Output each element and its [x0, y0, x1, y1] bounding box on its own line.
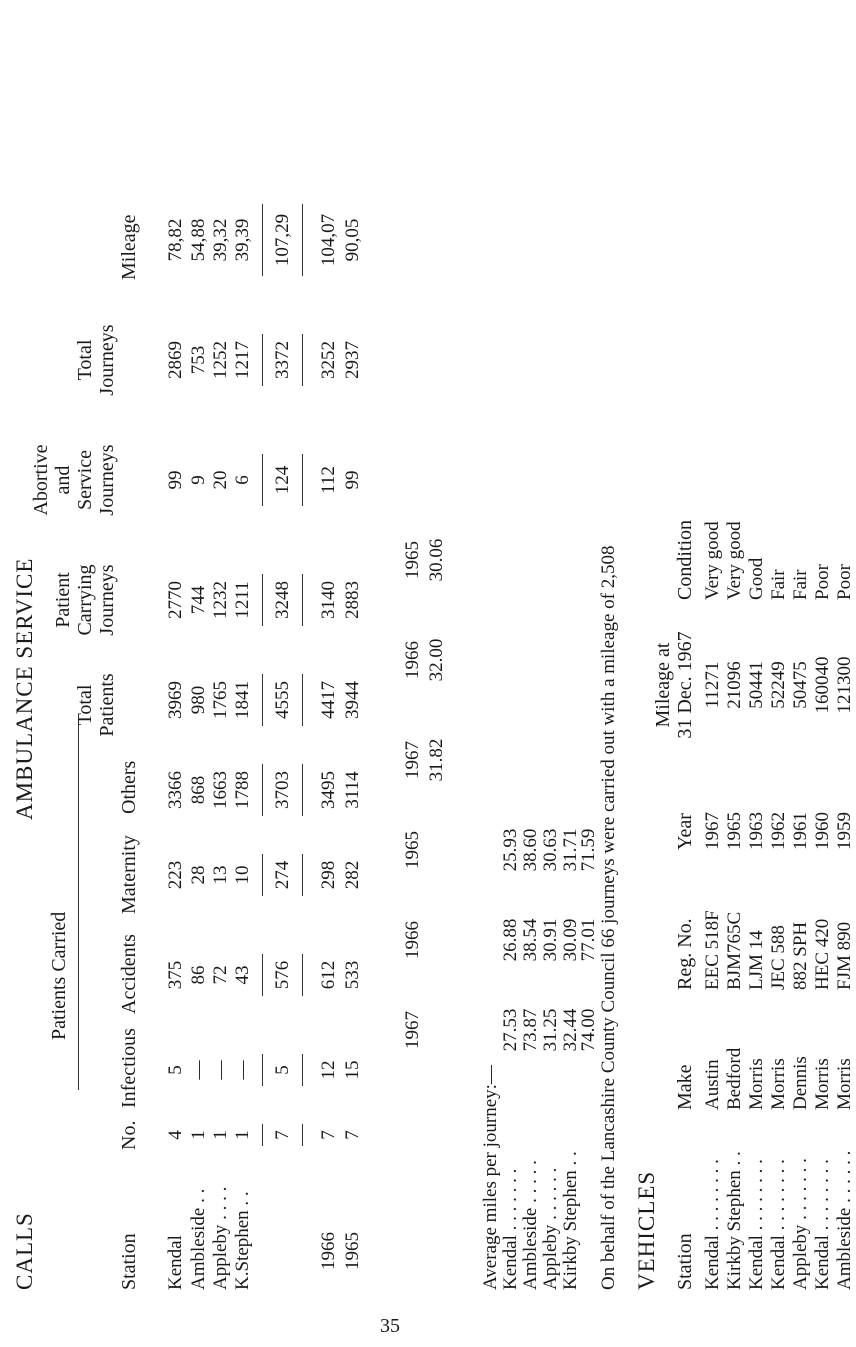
others-cell: 1663 — [210, 771, 231, 809]
infectious-cell: — — [232, 1060, 253, 1080]
total-rule — [262, 854, 263, 896]
header-abortive: Abortive and Service Journeys — [30, 444, 118, 516]
year-maternity: 282 — [342, 860, 363, 890]
year-total_patients: 3944 — [342, 681, 363, 719]
veh-reg_no: HEC 420 — [812, 918, 833, 990]
total-rule — [262, 1054, 263, 1086]
veh-reg_no: EEC 518F — [702, 910, 723, 990]
infectious-cell: — — [188, 1060, 209, 1080]
year-abortive: 112 — [318, 466, 339, 494]
avg-value: 25.93 — [500, 828, 521, 872]
veh-station: Ambleside . . . . . . — [834, 1150, 855, 1290]
avg-value: 38.54 — [520, 918, 541, 962]
page-number: 35 — [380, 1315, 400, 1337]
year-label: 1966 — [318, 1232, 339, 1270]
veh-make: Morris — [746, 1058, 767, 1110]
veh-reg_no: 882 SPH — [790, 921, 811, 990]
total-infectious: 5 — [272, 1065, 293, 1075]
veh-condition: Very good — [724, 521, 745, 600]
veh-make: Morris — [834, 1058, 855, 1110]
others-cell: 3366 — [165, 771, 186, 809]
total-others: 3703 — [272, 771, 293, 809]
avg-footnote-end: 71.59 — [578, 828, 599, 872]
total-accidents: 576 — [272, 960, 293, 990]
patients-carried-brace — [78, 720, 79, 1090]
others-cell: 1788 — [232, 771, 253, 809]
veh-year: 1961 — [790, 812, 811, 850]
veh-mileage: 11271 — [702, 661, 723, 709]
total-rule — [262, 454, 263, 506]
header-accidents: Accidents — [118, 934, 140, 1014]
station-cell: Kendal — [165, 1235, 186, 1290]
year-others: 3114 — [342, 771, 363, 809]
veh-condition: Fair — [768, 569, 789, 600]
vehicles-section-title: VEHICLES — [634, 1170, 659, 1290]
veh-reg_no: LJM 14 — [746, 930, 767, 990]
header-patient-carrying: Patient Carrying Journeys — [52, 564, 118, 636]
veh-station: Appleby . . . . . . . — [790, 1158, 811, 1290]
avg-value: 26.88 — [500, 918, 521, 962]
year-maternity: 298 — [318, 860, 339, 890]
total-total_patients: 4555 — [272, 681, 293, 719]
header-others: Others — [118, 760, 140, 814]
header-infectious: Infectious — [118, 1028, 140, 1108]
total_journeys-cell: 1217 — [232, 341, 253, 379]
year-total_journeys: 3252 — [318, 341, 339, 379]
year-label: 1965 — [342, 1232, 363, 1270]
patient_carrying-cell: 1211 — [232, 581, 253, 619]
veh-station: Kirkby Stephen . . — [724, 1151, 745, 1290]
no-cell: 1 — [188, 1130, 209, 1140]
veh-year: 1960 — [812, 812, 833, 850]
others-cell: 868 — [188, 775, 209, 805]
avg-year-header: 1967 — [402, 1011, 423, 1049]
veh-header-condition: Condition — [674, 519, 696, 600]
year-rule — [302, 954, 303, 996]
infectious-cell: 5 — [165, 1065, 186, 1075]
avg-value: 31.71 — [560, 828, 581, 872]
veh-year: 1965 — [724, 812, 745, 850]
no-cell: 1 — [232, 1130, 253, 1140]
page-title: AMBULANCE SERVICE — [12, 557, 37, 820]
no-cell: 4 — [165, 1130, 186, 1140]
patient_carrying-cell: 744 — [188, 585, 209, 615]
avg-footnote-prefix: 74.00 — [578, 1008, 599, 1052]
year-total_journeys: 2937 — [342, 341, 363, 379]
veh-reg_no: BJM765C — [724, 911, 745, 990]
veh-header-make: Make — [674, 1064, 696, 1110]
year-mileage: 104,07 — [318, 213, 339, 267]
abortive-cell: 6 — [232, 475, 253, 485]
year-infectious: 15 — [342, 1060, 363, 1080]
veh-mileage: 21096 — [724, 661, 745, 709]
veh-make: Morris — [768, 1058, 789, 1110]
veh-header-mileage: Mileage at — [652, 642, 674, 728]
year-rule — [302, 764, 303, 816]
veh-year: 1963 — [746, 812, 767, 850]
avg-value: 31.25 — [540, 1008, 561, 1052]
patient_carrying-cell: 1232 — [210, 581, 231, 619]
total_journeys-cell: 2869 — [165, 341, 186, 379]
year-mileage: 90,05 — [342, 218, 363, 262]
station-cell: K.Stephen . . — [232, 1191, 253, 1290]
avg-footnote-suffix: 77.01 — [578, 918, 599, 962]
veh-condition: Fair — [790, 569, 811, 600]
header-patients-carried: Patients Carried — [48, 911, 70, 1040]
total-rule — [262, 574, 263, 626]
veh-make: Morris — [812, 1058, 833, 1110]
veh-condition: Very good — [702, 521, 723, 600]
header-station: Station — [118, 1233, 140, 1290]
veh-make: Bedford — [724, 1047, 745, 1110]
header-no: No. — [118, 1120, 140, 1150]
accidents-cell: 72 — [210, 965, 231, 985]
year-patient_carrying: 2883 — [342, 581, 363, 619]
footnote: On behalf of the Lancashire County Council 66 journeys were carried out with a mileage of 2,508 — [598, 545, 619, 1290]
avg-value: 27.53 — [500, 1008, 521, 1052]
avg-station: Appleby . . . . . . — [540, 1167, 561, 1290]
calls-section-title: CALLS — [12, 1212, 37, 1290]
year-rule — [302, 204, 303, 276]
veh-station: Kendal . . . . . . . . — [812, 1159, 833, 1290]
veh-make: Dennis — [790, 1056, 811, 1110]
total-no: 7 — [272, 1130, 293, 1140]
veh-station: Kendal . . . . . . . . — [702, 1159, 723, 1290]
year-others: 3495 — [318, 771, 339, 809]
total-maternity: 274 — [272, 860, 293, 890]
station-cell: Appleby . . . . — [210, 1186, 231, 1290]
year-rule — [302, 454, 303, 506]
year-rule — [302, 334, 303, 386]
veh-mileage: 121300 — [834, 656, 855, 714]
avg-value: 32.44 — [560, 1008, 581, 1052]
avg-right-value: 31.82 — [426, 738, 447, 782]
avg-right-value: 32.00 — [426, 638, 447, 682]
avg-value: 30.91 — [540, 918, 561, 962]
header-maternity: Maternity — [118, 835, 140, 914]
year-no: 7 — [342, 1130, 363, 1140]
avg-value: 30.63 — [540, 828, 561, 872]
year-accidents: 533 — [342, 960, 363, 990]
veh-mileage: 160040 — [812, 656, 833, 714]
year-rule — [302, 1054, 303, 1086]
abortive-cell: 20 — [210, 470, 231, 490]
avg-value: 30.09 — [560, 918, 581, 962]
accidents-cell: 43 — [232, 965, 253, 985]
veh-year: 1959 — [834, 812, 855, 850]
total-rule — [262, 334, 263, 386]
year-abortive: 99 — [342, 470, 363, 490]
maternity-cell: 223 — [165, 860, 186, 890]
veh-year: 1962 — [768, 812, 789, 850]
total-patient_carrying: 3248 — [272, 581, 293, 619]
veh-condition: Poor — [812, 564, 833, 600]
mileage-cell: 39,32 — [210, 218, 231, 262]
total-rule — [262, 674, 263, 726]
avg-year-header: 1965 — [402, 831, 423, 869]
no-cell: 1 — [210, 1130, 231, 1140]
veh-mileage: 52249 — [768, 661, 789, 709]
total_patients-cell: 1765 — [210, 681, 231, 719]
veh-header-year: Year — [674, 813, 696, 850]
average-label: Average miles per journey:— — [480, 1065, 501, 1290]
total_journeys-cell: 1252 — [210, 341, 231, 379]
veh-header-reg: Reg. No. — [674, 918, 696, 990]
year-no: 7 — [318, 1130, 339, 1140]
veh-year: 1967 — [702, 812, 723, 850]
year-infectious: 12 — [318, 1060, 339, 1080]
avg-value: 38.60 — [520, 828, 541, 872]
total_journeys-cell: 753 — [188, 345, 209, 375]
abortive-cell: 9 — [188, 475, 209, 485]
total-rule — [262, 204, 263, 276]
veh-mileage: 50475 — [790, 661, 811, 709]
header-mileage: Mileage — [118, 214, 140, 280]
mileage-cell: 78,82 — [165, 218, 186, 262]
veh-mileage: 50441 — [746, 661, 767, 709]
header-total-journeys: Total Journeys — [74, 324, 118, 396]
veh-header-mileage-date: 31 Dec. 1967 — [674, 631, 696, 739]
veh-reg_no: JEC 588 — [768, 925, 789, 990]
maternity-cell: 10 — [232, 865, 253, 885]
accidents-cell: 86 — [188, 965, 209, 985]
veh-make: Austin — [702, 1059, 723, 1110]
avg-year-header-right: 1967 — [402, 741, 423, 779]
veh-condition: Good — [746, 557, 767, 600]
total_patients-cell: 980 — [188, 685, 209, 715]
maternity-cell: 28 — [188, 865, 209, 885]
year-rule — [302, 574, 303, 626]
year-rule — [302, 854, 303, 896]
avg-year-header-right: 1965 — [402, 541, 423, 579]
veh-header-station: Station — [674, 1233, 696, 1290]
total-rule — [262, 1124, 263, 1146]
avg-value: 73.87 — [520, 1008, 541, 1052]
total_patients-cell: 3969 — [165, 681, 186, 719]
patient_carrying-cell: 2770 — [165, 581, 186, 619]
avg-year-header: 1966 — [402, 921, 423, 959]
total-rule — [262, 764, 263, 816]
total-mileage: 107,29 — [272, 213, 293, 267]
year-rule — [302, 1124, 303, 1146]
total-total_journeys: 3372 — [272, 341, 293, 379]
avg-station: Ambleside . . . . . — [520, 1160, 541, 1290]
year-accidents: 612 — [318, 960, 339, 990]
mileage-cell: 54,88 — [188, 218, 209, 262]
mileage-cell: 39,39 — [232, 218, 253, 262]
veh-station: Kendal . . . . . . . . — [746, 1159, 767, 1290]
veh-condition: Poor — [834, 564, 855, 600]
station-cell: Ambleside . . — [188, 1188, 209, 1290]
total-rule — [262, 954, 263, 996]
veh-reg_no: FJM 890 — [834, 921, 855, 990]
total_patients-cell: 1841 — [232, 681, 253, 719]
year-total_patients: 4417 — [318, 681, 339, 719]
accidents-cell: 375 — [165, 960, 186, 990]
year-patient_carrying: 3140 — [318, 581, 339, 619]
year-rule — [302, 674, 303, 726]
abortive-cell: 99 — [165, 470, 186, 490]
header-total-patients: Total Patients — [74, 673, 118, 737]
total-abortive: 124 — [272, 465, 293, 495]
avg-station: Kirkby Stephen . . — [560, 1151, 581, 1290]
avg-year-header-right: 1966 — [402, 641, 423, 679]
maternity-cell: 13 — [210, 865, 231, 885]
veh-station: Kendal . . . . . . . . — [768, 1159, 789, 1290]
avg-right-value: 30.06 — [426, 538, 447, 582]
infectious-cell: — — [210, 1060, 231, 1080]
avg-station: Kendal . . . . . . . — [500, 1168, 521, 1290]
